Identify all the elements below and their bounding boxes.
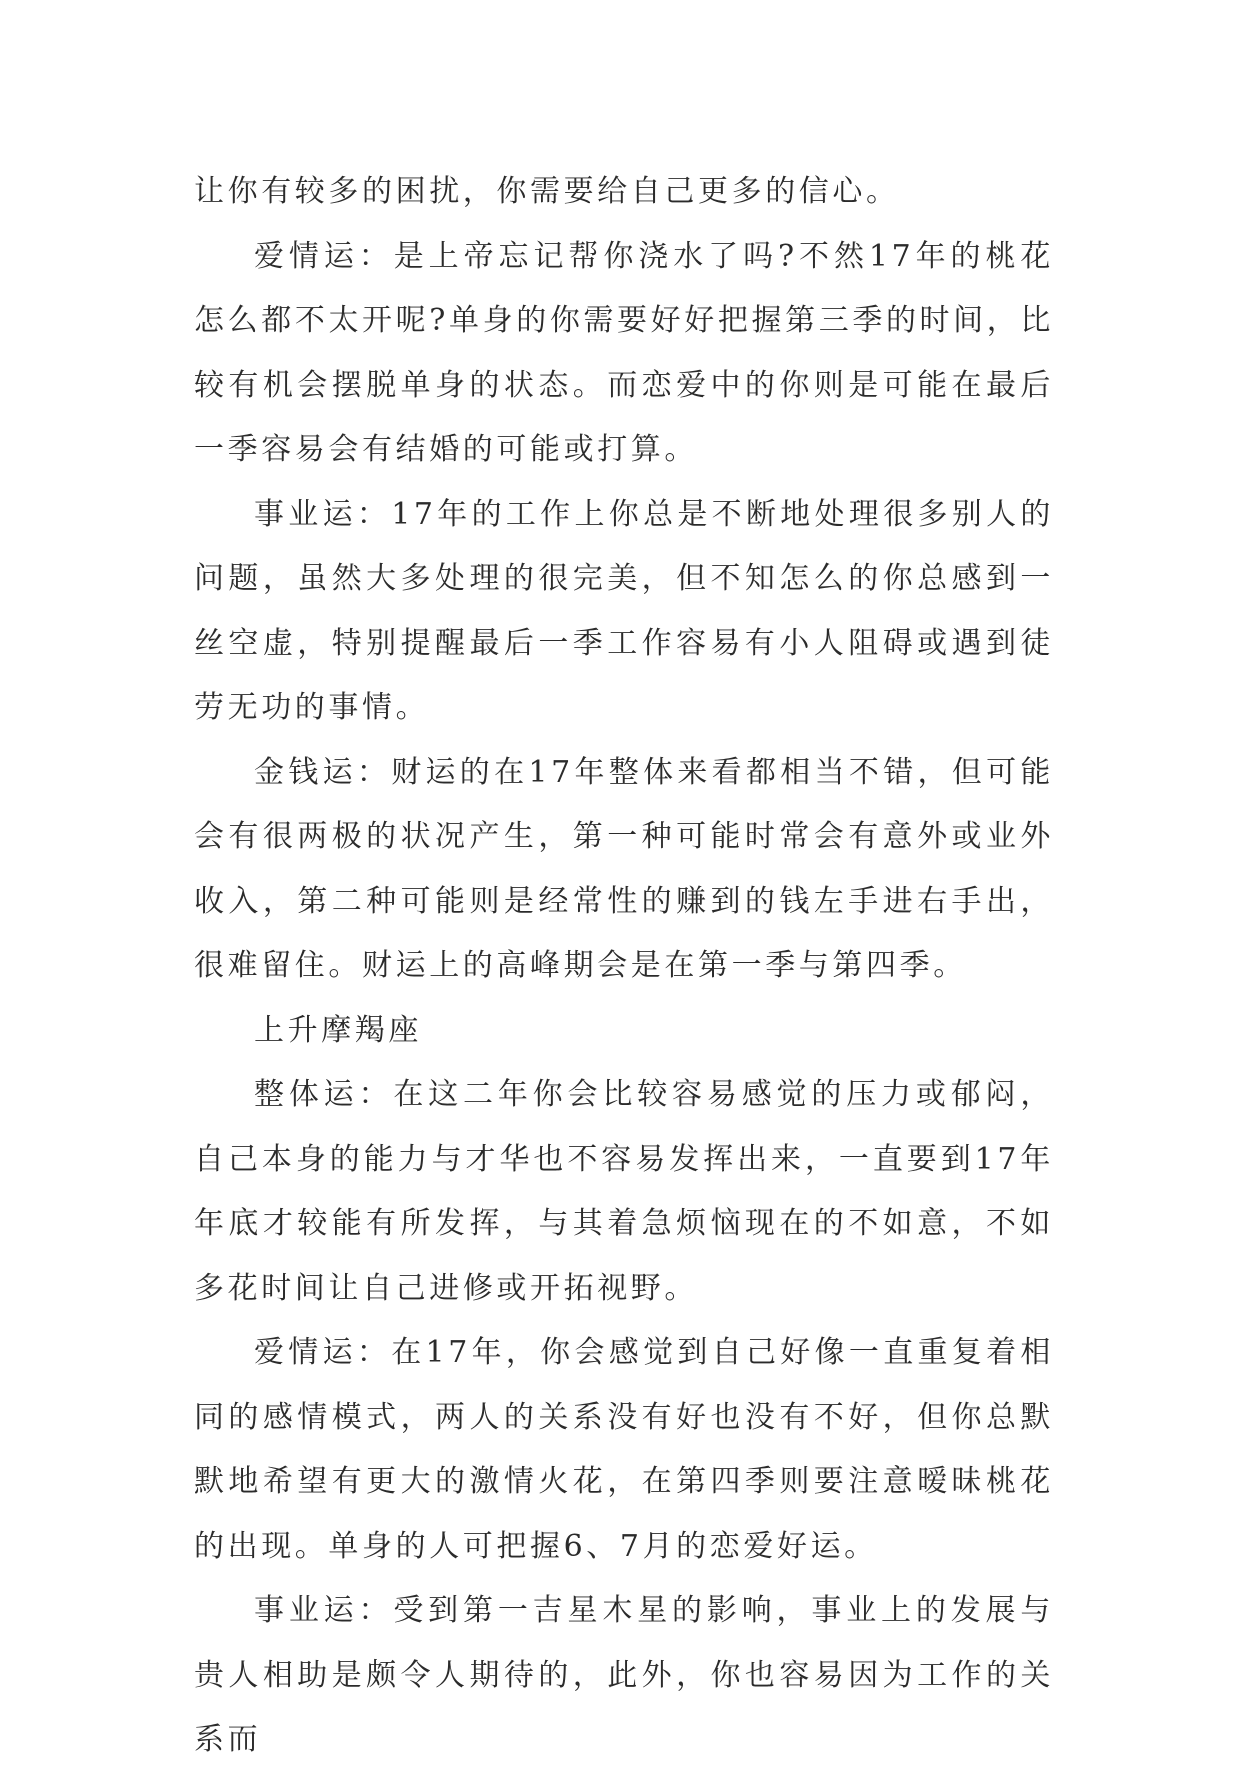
paragraph-overall-fortune: 整体运：在这二年你会比较容易感觉的压力或郁闷，自己本身的能力与才华也不容易发挥出来，一直要到17年年底才较能有所发挥，与其着急烦恼现在的不如意，不如多花时间让自己进修或开拓视野。 [194, 1077, 1054, 1306]
section-heading-rising-capricorn: 上升摩羯座 [254, 1012, 422, 1048]
paragraph-love-fortune-capricorn: 爱情运：在17年，你会感觉到自己好像一直重复着相同的感情模式，两人的关系没有好也没有不好，但你总默默地希望有更大的激情火花，在第四季则要注意暧昧桃花的出现。单身的人可把握6、7月的恋爱好运。 [194, 1335, 1054, 1564]
paragraph-love-fortune: 爱情运：是上帝忘记帮你浇水了吗?不然17年的桃花怎么都不太开呢?单身的你需要好好把握第三季的时间，比较有机会摆脱单身的状态。而恋爱中的你则是可能在最后一季容易会有结婚的可能或打算。 [194, 238, 1054, 467]
paragraph-career-fortune-capricorn: 事业运：受到第一吉星木星的影响，事业上的发展与贵人相助是颇令人期待的，此外，你也容易因为工作的关系而 [194, 1593, 1054, 1757]
document-body [194, 160, 1054, 1773]
paragraph-continuation: 让你有较多的困扰，你需要给自己更多的信心。 [194, 174, 900, 209]
paragraph-money-fortune: 金钱运：财运的在17年整体来看都相当不错，但可能会有很两极的状况产生，第一种可能时常会有意外或业外收入，第二种可能则是经常性的赚到的钱左手进右手出，很难留住。财运上的高峰期会是在第一季与第四季。 [194, 754, 1054, 983]
paragraph-career-fortune: 事业运：17年的工作上你总是不断地处理很多别人的问题，虽然大多处理的很完美，但不知怎么的你总感到一丝空虚，特别提醒最后一季工作容易有小人阻碍或遇到徒劳无功的事情。 [194, 496, 1054, 725]
